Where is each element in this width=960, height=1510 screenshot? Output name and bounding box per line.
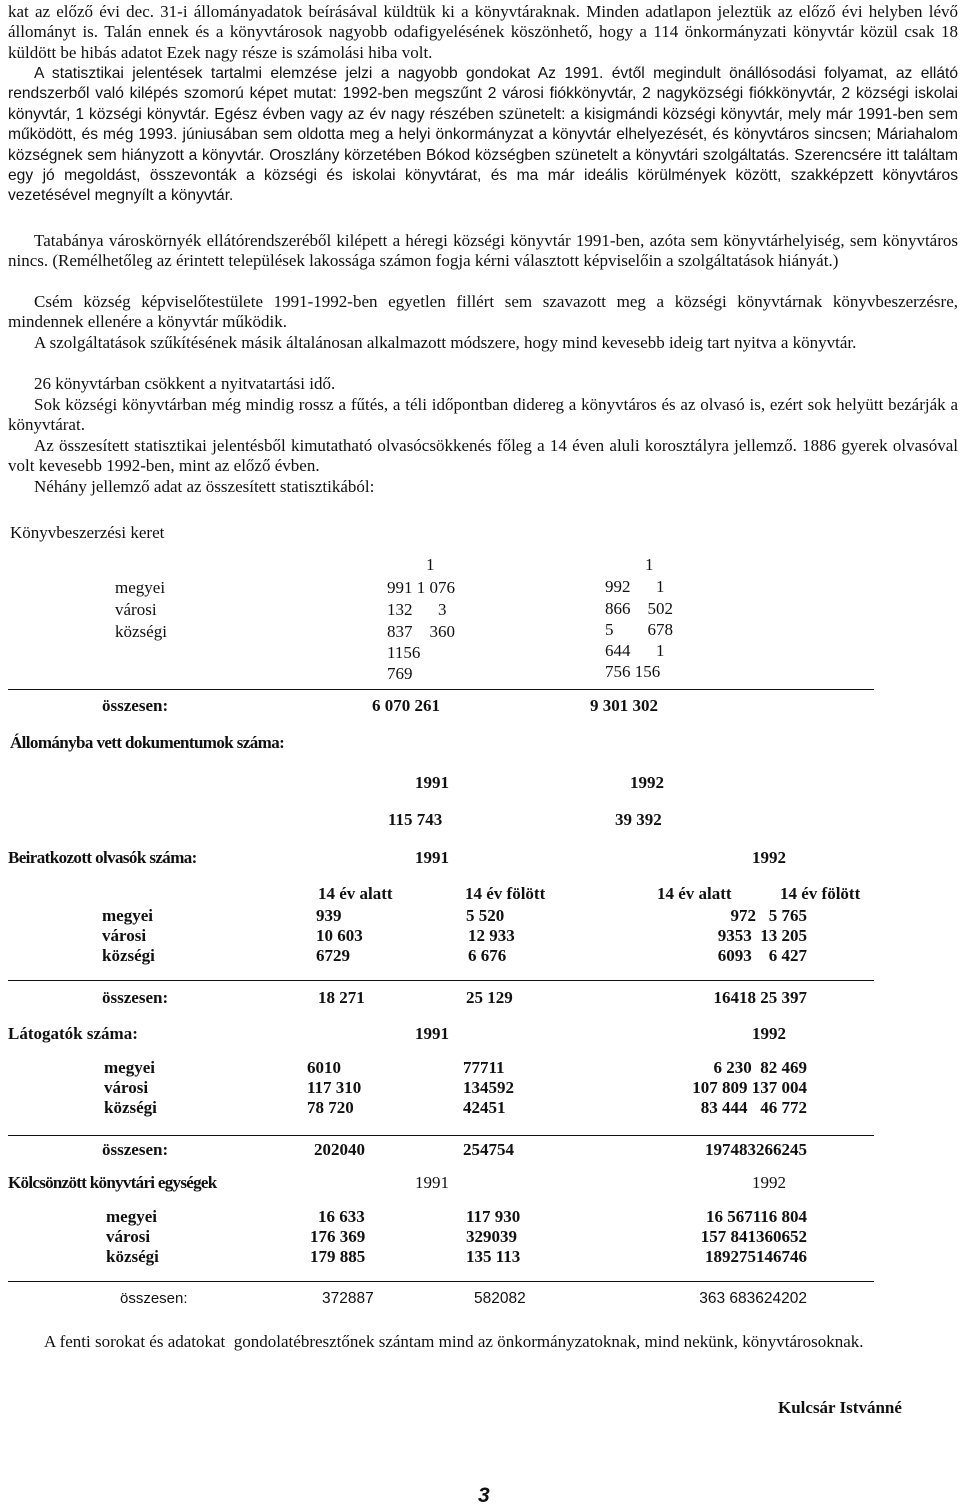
closing-text: A fenti sorokat és adatokat gondolatébresztőnek szántam mind az önkormányzatoknak, mind nekünk, könyvtárosoknak. — [44, 1332, 864, 1351]
visitors-cell: 42451 — [463, 1098, 506, 1117]
readers-cell: 6093 6 427 — [717, 946, 807, 965]
visitors-total-c1: 202040 — [314, 1140, 365, 1159]
loans-total-c2: 582082 — [474, 1290, 526, 1307]
readers-cell: 12 933 — [468, 926, 515, 945]
documents-value-2: 39 392 — [615, 810, 662, 829]
visitors-cell: 134592 — [463, 1078, 514, 1097]
divider-line — [8, 689, 874, 690]
closing-paragraph — [18, 1331, 938, 1353]
budget-label: városi — [115, 600, 157, 619]
signature: Kulcsár Istvánné — [778, 1398, 902, 1417]
readers-cell: 6 676 — [468, 946, 507, 965]
loans-total-label: összesen: — [120, 1290, 188, 1307]
budget-value-a: 837 360 — [387, 622, 455, 641]
visitors-total-label: összesen: — [102, 1140, 169, 1159]
loans-cell: 179 885 — [310, 1247, 366, 1266]
readers-total-c3: 16418 25 397 — [713, 988, 807, 1007]
section-title-registered-readers: Beiratkozott olvasók száma: — [8, 848, 197, 867]
readers-col-header: 14 év fölött — [465, 884, 546, 903]
paragraph-text: 26 könyvtárban csökkent a nyitvatartási idő. — [34, 374, 336, 393]
paragraph-3 — [8, 231, 958, 272]
paragraph-6 — [8, 374, 958, 394]
section-title-loans: Kölcsönzött könyvtári egységek — [8, 1173, 217, 1192]
loans-year-2: 1992 — [752, 1173, 786, 1192]
page-number: 3 — [478, 1484, 490, 1507]
readers-year-1: 1991 — [415, 848, 449, 867]
readers-cell: 5 520 — [466, 906, 505, 925]
section-title-book-budget: Könyvbeszerzési keret — [10, 523, 165, 542]
readers-cell: 6729 — [316, 946, 350, 965]
budget-label: megyei — [115, 578, 166, 597]
loans-total-c1: 372887 — [322, 1290, 374, 1307]
divider-line — [8, 1135, 874, 1136]
paragraph-text: Csém község képviselőtestülete 1991-1992-ben egyetlen fillért sem szavazott meg a községi könyvtárnak könyvbeszerzésre, mindennek ellenére a könyvtár működik. — [8, 292, 958, 332]
readers-row-label: megyei — [102, 906, 153, 925]
readers-col-header: 14 év fölött — [780, 884, 861, 903]
loans-cell: 117 930 — [466, 1207, 521, 1226]
visitors-total-c2: 254754 — [463, 1140, 514, 1159]
paragraph-4 — [8, 292, 958, 333]
budget-value-b: 992 1 — [605, 577, 665, 596]
readers-year-2: 1992 — [752, 848, 786, 867]
visitors-total-c3: 197483266245 — [705, 1140, 807, 1159]
budget-label: községi — [115, 622, 167, 641]
budget-value-a: 132 3 — [387, 600, 447, 619]
readers-cell: 9353 13 205 — [717, 926, 807, 945]
visitors-row-label: községi — [104, 1098, 157, 1117]
paragraph-text: Az összesített statisztikai jelentésből kimutatható olvasócsökkenés főleg a 14 éven aluli korosztályra jellemző. 1886 gyerek olvasóval volt kevesebb 1992-ben, mint az előző évben. — [8, 436, 958, 476]
visitors-cell: 6 230 82 469 — [713, 1058, 807, 1077]
budget-total-b: 9 301 302 — [590, 696, 658, 715]
loans-cell: 189275146746 — [705, 1247, 807, 1266]
readers-col-header: 14 év alatt — [657, 884, 732, 903]
visitors-cell: 117 310 — [307, 1078, 362, 1097]
paragraph-7 — [8, 395, 958, 436]
loans-cell: 176 369 — [310, 1227, 366, 1246]
divider-line — [8, 1281, 874, 1282]
readers-row-label: községi — [102, 946, 155, 965]
budget-top-b: 1 — [645, 555, 654, 574]
visitors-cell: 77711 — [463, 1058, 505, 1077]
budget-value-b: 644 1 — [605, 641, 665, 660]
paragraph-text: Sok községi könyvtárban még mindig rossz a fűtés, a téli időpontban didereg a könyvtáros és az olvasó is, ezért sok helyütt bezárják a könyvtárat. — [8, 395, 958, 435]
documents-year-2: 1992 — [630, 773, 664, 792]
readers-total-c2: 25 129 — [466, 988, 513, 1007]
loans-cell: 16 567116 804 — [705, 1207, 807, 1226]
section-title-visitors: Látogatók száma: — [8, 1024, 138, 1043]
paragraph-5 — [8, 333, 958, 353]
loans-cell: 16 633 — [318, 1207, 365, 1226]
budget-value-b: 756 156 — [605, 662, 661, 681]
visitors-row-label: megyei — [104, 1058, 155, 1077]
budget-value-b: 5 678 — [605, 620, 673, 639]
loans-total-c3: 363 683624202 — [699, 1290, 807, 1307]
loans-row-label: városi — [106, 1227, 151, 1246]
visitors-cell: 107 809 137 004 — [692, 1078, 807, 1097]
paragraph-9 — [8, 477, 958, 497]
paragraph-2 — [8, 64, 958, 207]
divider-line — [8, 980, 874, 981]
loans-row-label: községi — [106, 1247, 159, 1266]
section-title-documents: Állományba vett dokumentumok száma: — [10, 733, 285, 752]
loans-cell: 135 113 — [466, 1247, 521, 1266]
readers-total-c1: 18 271 — [318, 988, 365, 1007]
visitors-row-label: városi — [104, 1078, 149, 1097]
readers-cell: 972 5 765 — [730, 906, 807, 925]
visitors-cell: 78 720 — [307, 1098, 354, 1117]
visitors-cell: 83 444 46 772 — [700, 1098, 807, 1117]
paragraph-text: A statisztikai jelentések tartalmi elemzése jelzi a nagyobb gondokat Az 1991. évtől megindult önállósodási folyamat, az ellátó rendszerből való kilépés szomorú képet mutat: 1992-ben megszűnt 2 városi fiókkönyvtár, 2 nagyközségi fiókkönyvtár, 2 községi iskolai könyvtár, 1 községi könyvtár. Egész évben vagy az év nagy részében szünetelt: a kisigmándi községi könyvtár, mely már 1991-ben sem működött, és még 1993. júniusában sem oldotta meg a helyi önkormányzat a könyvtár elhelyezését, és könyvtáros sincsen; Máriahalom községnek sem hiányzott a könyvtár. Oroszlány körzetében Bókod községben szünetelt a könyvtári szolgáltatás. Szerencsére itt találtam egy jó megoldást, összevonták a községi és iskolai könyvtárat, és ma már ideális körülmények között, szakképzett könyvtáros vezetésével megnyílt a könyvtár. — [8, 65, 958, 205]
paragraph-text: kat az előző évi dec. 31-i állományadatok beírásával küldtük ki a könyvtáraknak. Minden adatlapon jeleztük az előző évi helyben lévő állományt is. Talán ennek és a könyvtárosok nagyobb odafigyelésének köszönhető, hogy a 114 önkormányzati könyvtár közül csak 18 küldött be hibás adatot Ezek nagy része is számolási hiba volt. — [8, 2, 958, 62]
budget-top-a: 1 — [426, 555, 435, 574]
documents-value-1: 115 743 — [388, 810, 443, 829]
readers-cell: 10 603 — [316, 926, 363, 945]
readers-cell: 939 — [316, 906, 342, 925]
loans-row-label: megyei — [106, 1207, 157, 1226]
budget-value-b: 866 502 — [605, 599, 673, 618]
visitors-cell: 6010 — [307, 1058, 341, 1077]
loans-cell: 157 841360652 — [700, 1227, 807, 1246]
paragraph-1 — [8, 2, 958, 63]
budget-total-a: 6 070 261 — [372, 696, 440, 715]
paragraph-text: A szolgáltatások szűkítésének másik általánosan alkalmazott módszere, hogy mind kevesebb ideig tart nyitva a könyvtár. — [34, 333, 857, 352]
budget-value-a: 1156 — [387, 643, 421, 662]
budget-value-a: 991 1 076 — [387, 578, 455, 597]
paragraph-8 — [8, 436, 958, 477]
budget-total-label: összesen: — [102, 696, 169, 715]
visitors-year-1: 1991 — [415, 1024, 449, 1043]
readers-col-header: 14 év alatt — [318, 884, 393, 903]
loans-year-1: 1991 — [415, 1173, 449, 1192]
documents-year-1: 1991 — [415, 773, 449, 792]
loans-cell: 329039 — [466, 1227, 517, 1246]
readers-row-label: városi — [102, 926, 147, 945]
budget-value-a: 769 — [387, 664, 413, 683]
paragraph-text: Néhány jellemző adat az összesített statisztikából: — [34, 477, 375, 496]
visitors-year-2: 1992 — [752, 1024, 786, 1043]
readers-total-label: összesen: — [102, 988, 169, 1007]
paragraph-text: Tatabánya városkörnyék ellátórendszeréből kilépett a héregi községi könyvtár 1991-ben, azóta sem könyvtárhelyiség, sem könyvtáros nincs. (Remélhetőleg az érintett települések lakossága számon fogja kérni választott képviselőin a szolgáltatások hiányát.) — [8, 231, 958, 271]
